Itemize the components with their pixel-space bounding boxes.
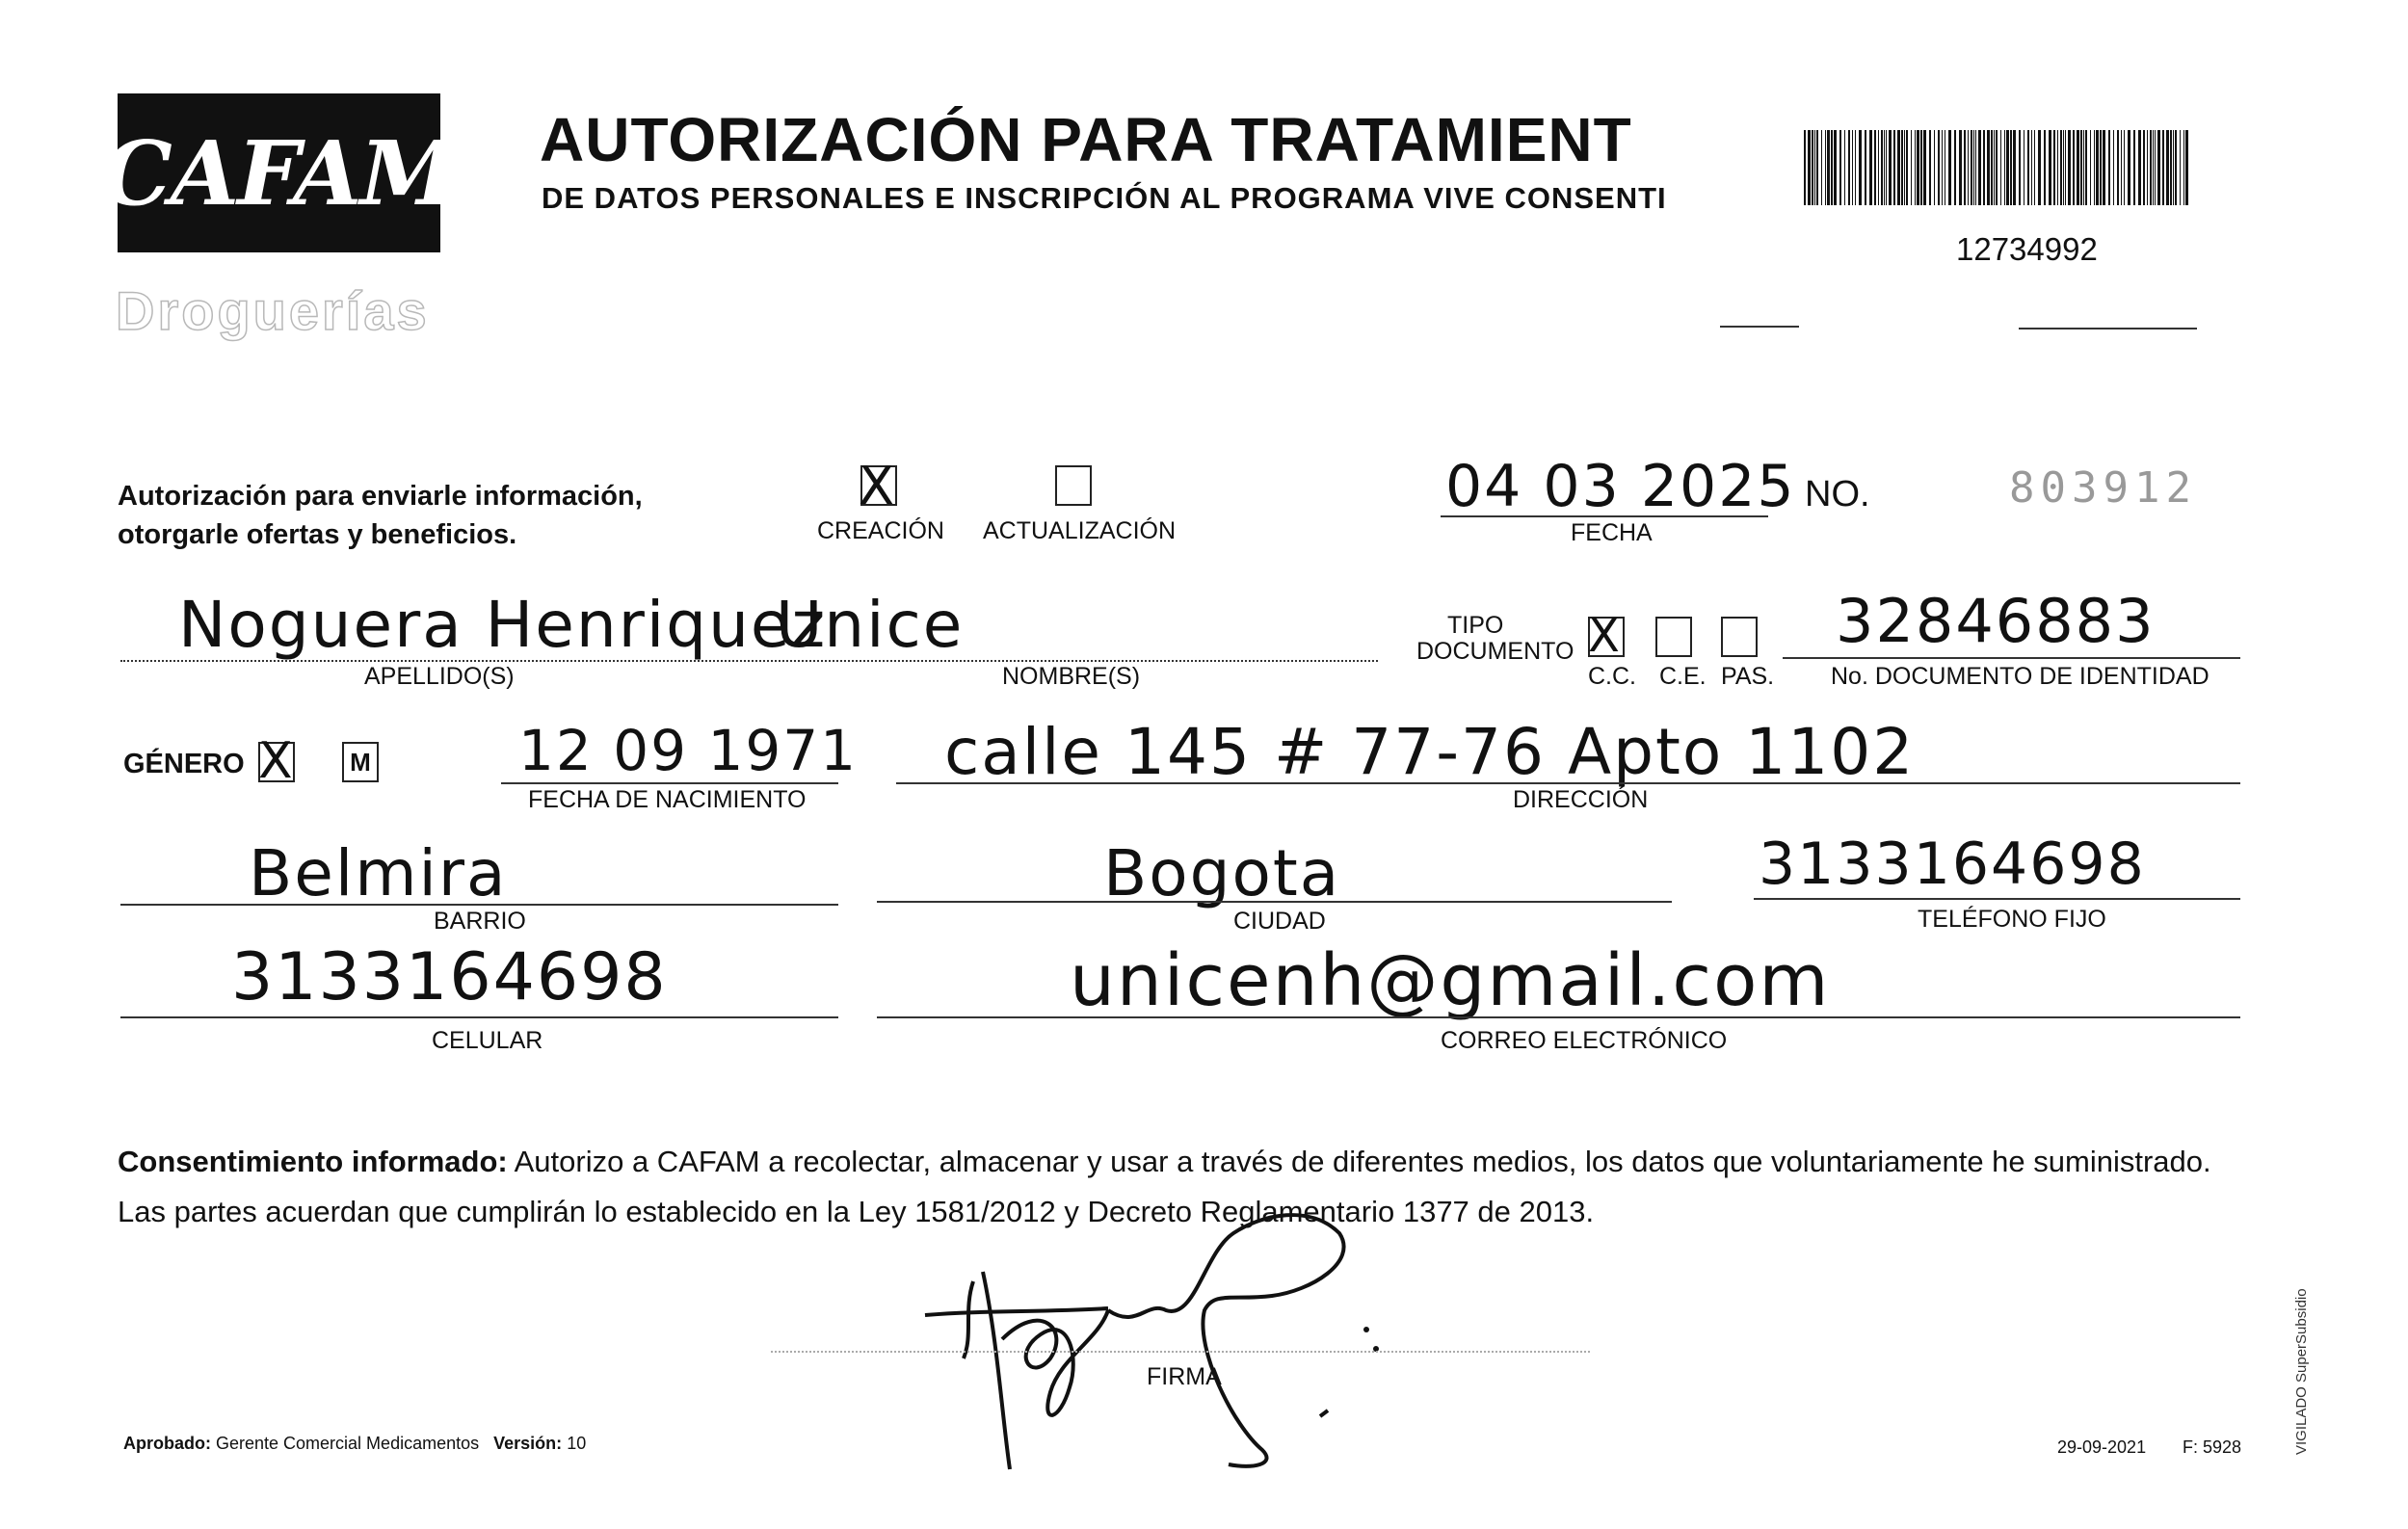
barcode-bar <box>1959 130 1962 205</box>
barcode-bar <box>1904 130 1905 205</box>
barcode-bar <box>2185 130 2188 205</box>
barcode-bar <box>1948 130 1951 205</box>
genero-f-checkbox[interactable] <box>258 732 295 790</box>
barcode-bar <box>2121 130 2122 205</box>
barcode-bar <box>1915 130 1916 205</box>
barcode-bar <box>2057 130 2058 205</box>
barcode-bar <box>1968 130 1969 205</box>
barcode-bar <box>2053 130 2055 205</box>
barcode-bar <box>2090 130 2091 205</box>
barrio-line <box>120 904 838 906</box>
creacion-checkbox[interactable] <box>859 456 897 516</box>
ce-label: C.E. <box>1659 663 1707 690</box>
barcode-bar <box>1865 130 1866 205</box>
telefono-line <box>1754 898 2240 900</box>
numero-label: NO. <box>1805 474 1870 514</box>
divider <box>1720 326 1799 328</box>
barcode-bar <box>2180 130 2181 205</box>
ciudad-value[interactable]: Bogota <box>1103 836 1341 910</box>
barcode-bar <box>1869 130 1872 205</box>
fecha-value[interactable]: 04 03 2025 <box>1445 453 1796 520</box>
barcode-bar <box>2133 130 2135 205</box>
correo-label: CORREO ELECTRÓNICO <box>1441 1027 1728 1054</box>
tipo-documento-label-2: DOCUMENTO <box>1416 638 1574 665</box>
barcode-bar <box>2147 130 2148 205</box>
cc-check-mark: X <box>1588 609 1622 663</box>
barcode-bar <box>1812 130 1813 205</box>
barcode-bar <box>1911 130 1912 205</box>
version-label: Versión: <box>493 1434 563 1453</box>
nombre-line <box>120 660 1378 662</box>
footer-code: F: 5928 <box>2183 1437 2242 1457</box>
direccion-value[interactable]: calle 145 # 77-76 Apto 1102 <box>944 715 1916 789</box>
genero-f-check-mark: X <box>258 732 295 790</box>
form-subtitle: DE DATOS PERSONALES E INSCRIPCIÓN AL PROGRAMA VIVE CONSENTI <box>542 181 1667 215</box>
side-vigilado-text: VIGILADO SuperSubsidio <box>2293 1288 2310 1455</box>
ce-checkbox[interactable] <box>1655 617 1692 657</box>
barcode-bar <box>2034 130 2035 205</box>
barcode-bar <box>1938 130 1940 205</box>
barcode-bar <box>2010 130 2012 205</box>
correo-line <box>877 1016 2240 1018</box>
cc-label: C.C. <box>1588 663 1636 690</box>
barcode-bar <box>2013 130 2016 205</box>
barcode-bar <box>1839 130 1841 205</box>
barcode-bar <box>1834 130 1837 205</box>
genero-m-label: M <box>350 748 371 777</box>
barcode-bar <box>2100 130 2102 205</box>
pas-checkbox[interactable] <box>1721 617 1758 657</box>
barcode-bar <box>2162 130 2164 205</box>
barcode-bar <box>1920 130 1922 205</box>
documento-label: No. DOCUMENTO DE IDENTIDAD <box>1831 663 2210 690</box>
firma-label: FIRMA <box>1147 1363 1222 1390</box>
consent-bold: Consentimiento informado: <box>118 1145 508 1178</box>
divider <box>2019 328 2197 330</box>
barcode-bar <box>2166 130 2169 205</box>
barcode-bar <box>1971 130 1972 205</box>
barcode-bar <box>1897 130 1900 205</box>
authorization-text <box>118 477 643 554</box>
barcode-bar <box>2128 130 2130 205</box>
ciudad-label: CIUDAD <box>1233 908 1326 935</box>
cc-checkbox[interactable] <box>1588 609 1625 663</box>
barcode-bar <box>1934 130 1935 205</box>
barcode-bar <box>1991 130 1993 205</box>
barcode-bar <box>1929 130 1931 205</box>
creacion-label: CREACIÓN <box>817 517 944 544</box>
form-title: AUTORIZACIÓN PARA TRATAMIENT <box>540 105 1632 174</box>
barcode-bar <box>2143 130 2145 205</box>
barcode-bar <box>2060 130 2062 205</box>
barcode-bar <box>1844 130 1845 205</box>
barcode-bar <box>2073 130 2075 205</box>
actualizacion-label: ACTUALIZACIÓN <box>983 517 1177 544</box>
barcode-number: 12734992 <box>1956 231 2098 267</box>
celular-value[interactable]: 3133164698 <box>231 939 668 1015</box>
barcode-bar <box>2044 130 2046 205</box>
barcode-bar <box>1994 130 1995 205</box>
barcode-bar <box>1942 130 1943 205</box>
barcode-bar <box>2175 130 2177 205</box>
footer-left <box>123 1434 586 1454</box>
fecha-line <box>1441 515 1768 517</box>
barcode-bar <box>2031 130 2032 205</box>
apellidos-label: APELLIDO(S) <box>364 663 515 690</box>
correo-value[interactable]: unicenh@gmail.com <box>1070 939 1831 1022</box>
barcode-bar <box>2173 130 2174 205</box>
barcode-bar <box>2049 130 2051 205</box>
authorization-line-2: otorgarle ofertas y beneficios. <box>118 519 517 550</box>
numero-value: 803912 <box>2009 463 2197 513</box>
barcode-bar <box>1884 130 1885 205</box>
logo-subtitle: Droguerías <box>116 280 430 341</box>
pas-label: PAS. <box>1721 663 1775 690</box>
barcode-bar <box>1859 130 1862 205</box>
barcode-bar <box>1886 130 1887 205</box>
barcode-bar <box>2094 130 2095 205</box>
barrio-label: BARRIO <box>434 908 526 935</box>
telefono-label: TELÉFONO FIJO <box>1918 906 2106 933</box>
nombres-label: NOMBRE(S) <box>1002 663 1141 690</box>
barcode-bar <box>1983 130 1985 205</box>
barcode-bar <box>1978 130 1981 205</box>
barcode-bar <box>1855 130 1856 205</box>
barcode-bar <box>2157 130 2160 205</box>
barcode-bar <box>1906 130 1908 205</box>
barcode-bar <box>2113 130 2114 205</box>
ciudad-line <box>877 901 1672 903</box>
barcode-bar <box>2138 130 2141 205</box>
barcode-bar <box>2063 130 2064 205</box>
barcode-bar <box>2027 130 2029 205</box>
nombres-value[interactable]: Unice <box>776 588 965 662</box>
creacion-check-mark: X <box>859 456 896 516</box>
barcode-bar <box>1804 130 1806 205</box>
firma-line <box>771 1351 1590 1353</box>
barrio-value[interactable]: Belmira <box>249 836 508 910</box>
barcode-bar <box>2065 130 2066 205</box>
barcode-bar <box>2019 130 2021 205</box>
barcode-bar <box>1825 130 1826 205</box>
barcode-bar <box>1814 130 1815 205</box>
consent-line-2: Las partes acuerdan que cumplirán lo establecido en la Ley 1581/2012 y Decreto Reglamentario 1377 de 2013. <box>118 1195 1595 1228</box>
barcode-bar <box>2117 130 2119 205</box>
barcode-bar <box>2183 130 2184 205</box>
aprobado-value: Gerente Comercial Medicamentos <box>216 1434 480 1453</box>
barcode-bar <box>1808 130 1811 205</box>
direccion-line <box>896 782 2240 784</box>
celular-label: CELULAR <box>432 1027 543 1054</box>
actualizacion-checkbox[interactable] <box>1055 465 1092 506</box>
barcode-bar <box>2124 130 2125 205</box>
genero-m-checkbox[interactable] <box>342 742 379 782</box>
barcode-bar <box>2080 130 2082 205</box>
barcode-bar <box>2077 130 2079 205</box>
footer-date: 29-09-2021 <box>2057 1437 2147 1457</box>
barcode-bar <box>1923 130 1926 205</box>
apellidos-value[interactable]: Noguera Henriquez <box>178 588 828 662</box>
nacimiento-value[interactable]: 12 09 1971 <box>518 718 859 783</box>
barcode-bar <box>2085 130 2087 205</box>
barcode-bar <box>2096 130 2099 205</box>
barcode-bar <box>1964 130 1966 205</box>
barcode-bar <box>1893 130 1895 205</box>
barcode-bar <box>2155 130 2156 205</box>
barcode-bar <box>1852 130 1853 205</box>
authorization-line-1: Autorización para enviarle información, <box>118 481 643 512</box>
barcode-bar <box>1917 130 1919 205</box>
barcode-bar <box>1816 130 1818 205</box>
barcode-bar <box>1848 130 1850 205</box>
barcode-bar <box>2083 130 2084 205</box>
barcode-bar <box>1821 130 1822 205</box>
barcode <box>1804 130 2193 205</box>
barcode-bar <box>2004 130 2005 205</box>
fecha-label: FECHA <box>1571 519 1653 546</box>
barcode-bar <box>1827 130 1830 205</box>
barcode-bar <box>1878 130 1879 205</box>
genero-label: GÉNERO <box>123 749 245 779</box>
barcode-bar <box>1874 130 1876 205</box>
aprobado-label: Aprobado: <box>123 1434 211 1453</box>
barcode-bar <box>1996 130 1998 205</box>
barcode-bar <box>1954 130 1956 205</box>
barcode-bar <box>1889 130 1892 205</box>
barcode-bar <box>2006 130 2009 205</box>
version-value: 10 <box>567 1434 587 1453</box>
cafam-logo <box>101 93 457 252</box>
barcode-bar <box>2150 130 2152 205</box>
nacimiento-label: FECHA DE NACIMIENTO <box>528 786 807 813</box>
barcode-bar <box>1831 130 1833 205</box>
documento-line <box>1783 657 2240 659</box>
celular-line <box>120 1016 838 1018</box>
barcode-bar <box>1975 130 1976 205</box>
barcode-bar <box>1987 130 1990 205</box>
barcode-bar <box>1901 130 1903 205</box>
barcode-bar <box>2038 130 2041 205</box>
tipo-documento-label-1: TIPO <box>1447 612 1504 639</box>
barcode-bar <box>2108 130 2110 205</box>
nacimiento-line <box>501 782 838 784</box>
barcode-bar <box>2103 130 2105 205</box>
barcode-bar <box>2068 130 2071 205</box>
direccion-label: DIRECCIÓN <box>1513 786 1649 813</box>
logo-text: CAFAM <box>101 120 457 225</box>
barcode-bar <box>1881 130 1883 205</box>
barcode-bar <box>2000 130 2001 205</box>
barcode-bar <box>2153 130 2154 205</box>
barcode-bar <box>2170 130 2172 205</box>
consent-line-1 <box>118 1137 2276 1187</box>
consent-line-1-text: Autorizo a CAFAM a recolectar, almacenar y usar a través de diferentes medios, los datos que voluntariamente he suministrado. <box>507 1145 2211 1178</box>
barcode-bar <box>1973 130 1974 205</box>
telefono-value[interactable]: 3133164698 <box>1759 830 2146 898</box>
signature <box>906 1195 1445 1474</box>
documento-value[interactable]: 32846883 <box>1836 586 2156 656</box>
